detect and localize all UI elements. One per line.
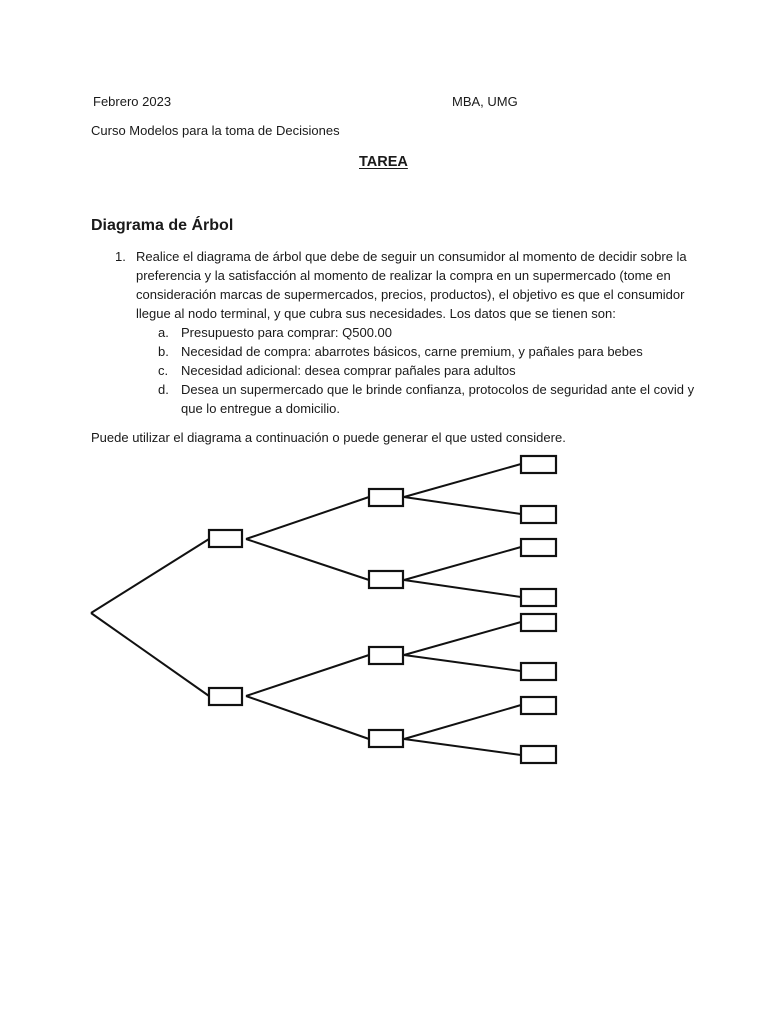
- branch-line: [404, 655, 521, 671]
- page-title: TAREA: [359, 154, 408, 170]
- branch-line: [246, 696, 369, 739]
- branch-line: [404, 705, 521, 739]
- tree-node-terminal: [521, 663, 556, 680]
- tree-node: [369, 489, 403, 506]
- branch-line: [404, 580, 521, 597]
- tree-node: [369, 647, 403, 664]
- item-letter-d: d.: [158, 382, 169, 397]
- tree-nodes: [209, 456, 556, 763]
- header-date: Febrero 2023: [93, 94, 172, 109]
- item-letter-b: b.: [158, 344, 169, 359]
- tree-node: [369, 571, 403, 588]
- item-text-c: Necesidad adicional: desea comprar pañales para adultos: [181, 363, 516, 378]
- item-text-a: Presupuesto para comprar: Q500.00: [181, 325, 393, 340]
- item-line: que lo entregue a domicilio.: [181, 401, 340, 416]
- branch-line: [404, 497, 521, 514]
- tree-node-terminal: [521, 697, 556, 714]
- section-heading: Diagrama de Árbol: [91, 217, 234, 234]
- tree-branches: [91, 464, 521, 755]
- tree-node-terminal: [521, 614, 556, 631]
- branch-line: [246, 539, 369, 580]
- branch-line: [91, 539, 209, 613]
- tree-node-terminal: [521, 589, 556, 606]
- header-course: Curso Modelos para la toma de Decisiones: [91, 123, 340, 138]
- item-letter-a: a.: [158, 325, 169, 340]
- task-line: llegue al nodo terminal, y que cubra sus necesidades. Los datos que se tienen son:: [136, 306, 616, 321]
- branch-line: [404, 547, 521, 580]
- tree-node-terminal: [521, 456, 556, 473]
- tree-node-terminal: [521, 539, 556, 556]
- diagram-note: Puede utilizar el diagrama a continuación o puede generar el que usted considere.: [91, 430, 566, 445]
- branch-line: [404, 464, 521, 497]
- item-line: Desea un supermercado que le brinde confianza, protocolos de seguridad ante el covid y: [181, 382, 695, 397]
- branch-line: [246, 497, 369, 539]
- tree-node: [369, 730, 403, 747]
- task-line: Realice el diagrama de árbol que debe de seguir un consumidor al momento de decidir sobre la: [136, 249, 687, 264]
- task-line: preferencia y la satisfacción al momento de realizar la compra en un supermercado (tome en: [136, 268, 671, 283]
- branch-line: [404, 622, 521, 655]
- tree-node-terminal: [521, 746, 556, 763]
- tree-node: [209, 688, 242, 705]
- branch-line: [91, 613, 209, 696]
- tree-node: [209, 530, 242, 547]
- tree-node-terminal: [521, 506, 556, 523]
- branch-line: [246, 655, 369, 696]
- header-program: MBA, UMG: [452, 94, 518, 109]
- item-text-b: Necesidad de compra: abarrotes básicos, carne premium, y pañales para bebes: [181, 344, 643, 359]
- branch-line: [404, 739, 521, 755]
- item-letter-c: c.: [158, 363, 169, 378]
- task-line: consideración marcas de supermercados, precios, productos), el objetivo es que el consumidor: [136, 287, 685, 302]
- task-number: 1.: [115, 249, 126, 264]
